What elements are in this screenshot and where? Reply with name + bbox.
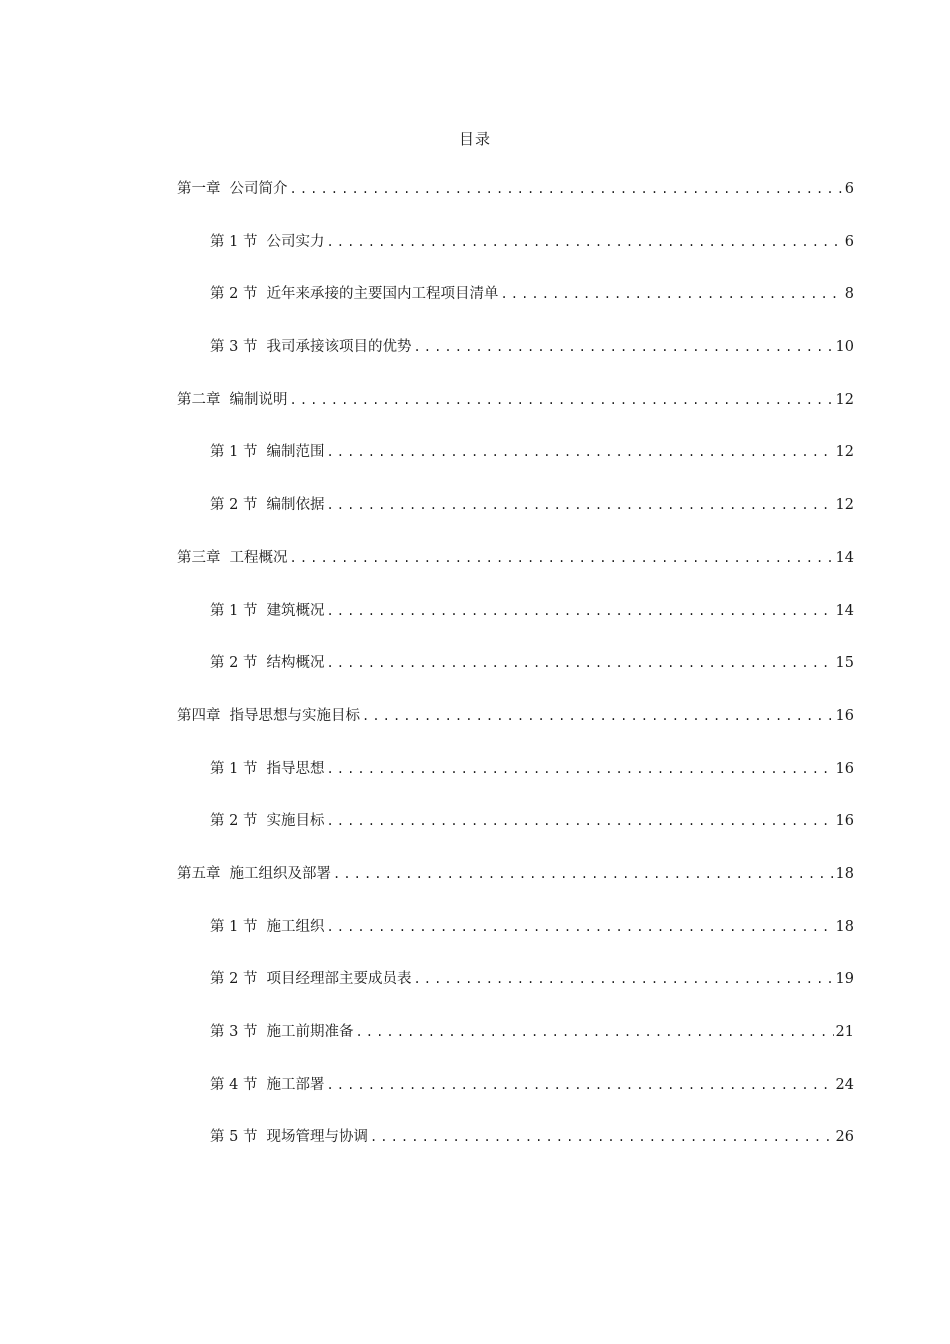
dot-leader [290, 393, 834, 407]
dot-leader [500, 287, 842, 301]
entry-number: 第 2 节 [210, 497, 258, 514]
page-number: 14 [835, 602, 854, 619]
page-number: 14 [835, 549, 854, 566]
toc-entry-section[interactable] [177, 757, 854, 810]
entry-title: 结构概况 [266, 655, 325, 672]
page-number: 6 [844, 181, 854, 197]
page-number: 19 [835, 971, 854, 988]
dot-leader [326, 498, 833, 512]
entry-title: 施工组织 [266, 918, 325, 935]
entry-title: 编制依据 [266, 497, 325, 514]
page-number: 8 [844, 286, 854, 303]
toc-title: 目录 [458, 130, 491, 148]
entry-number: 第 1 节 [210, 444, 258, 461]
entry-title: 施工部署 [266, 1076, 325, 1093]
entry-number: 第 2 节 [210, 286, 258, 303]
page-number: 26 [835, 1129, 854, 1146]
dot-leader [290, 551, 834, 565]
toc-entry-section[interactable] [177, 1073, 854, 1126]
page-number: 12 [835, 497, 854, 514]
toc-entry-section[interactable] [177, 1020, 854, 1073]
dot-leader [326, 445, 833, 459]
dot-leader [362, 709, 834, 723]
entry-title: 编制范围 [266, 444, 325, 461]
entry-title: 近年来承接的主要国内工程项目清单 [266, 286, 499, 303]
toc-entry-section[interactable] [177, 335, 854, 388]
toc-entry-chapter-3[interactable] [177, 546, 854, 599]
entry-title: 项目经理部主要成员表 [266, 971, 412, 988]
toc-entry-chapter-4[interactable] [177, 704, 854, 757]
toc-entry-section[interactable] [177, 599, 854, 652]
entry-number: 第三章 [177, 549, 221, 566]
page-number: 6 [844, 233, 854, 250]
page-number: 16 [835, 813, 854, 830]
page-number: 18 [835, 865, 854, 882]
entry-number: 第 3 节 [210, 1024, 258, 1040]
entry-title: 编制说明 [229, 391, 288, 408]
entry-number: 第 2 节 [210, 813, 258, 830]
page-number: 18 [835, 918, 854, 935]
entry-number: 第 1 节 [210, 760, 258, 777]
dot-leader [413, 972, 833, 986]
toc-entry-section[interactable] [177, 967, 854, 1020]
entry-title: 现场管理与协调 [266, 1129, 368, 1146]
entry-title: 施工组织及部署 [229, 865, 331, 882]
dot-leader [326, 604, 833, 618]
toc-entry-section[interactable] [177, 651, 854, 704]
toc-entry-chapter-5[interactable] [177, 862, 854, 915]
dot-leader [326, 762, 833, 776]
toc-entry-section[interactable] [177, 440, 854, 493]
page-number: 15 [835, 655, 854, 672]
toc-entry-chapter-1[interactable] [177, 177, 854, 230]
entry-number: 第一章 [177, 181, 221, 197]
page-number: 10 [835, 339, 854, 356]
entry-number: 第 2 节 [210, 971, 258, 988]
dot-leader [333, 867, 834, 881]
entry-number: 第 5 节 [210, 1129, 258, 1146]
page-number: 16 [835, 760, 854, 777]
page-number: 12 [835, 391, 854, 408]
toc-entry-section[interactable] [177, 809, 854, 862]
entry-title: 公司实力 [266, 233, 325, 250]
toc-entry-section[interactable] [177, 1125, 854, 1178]
entry-number: 第 1 节 [210, 602, 258, 619]
page-number: 16 [835, 707, 854, 724]
entry-number: 第 1 节 [210, 918, 258, 935]
dot-leader [326, 920, 833, 934]
entry-number: 第二章 [177, 391, 221, 408]
table-of-contents [177, 177, 854, 1178]
toc-entry-section[interactable] [177, 282, 854, 335]
entry-number: 第 3 节 [210, 339, 258, 356]
entry-number: 第 4 节 [210, 1076, 258, 1093]
toc-entry-chapter-2[interactable] [177, 388, 854, 441]
entry-title: 建筑概况 [266, 602, 325, 619]
page-number: 12 [835, 444, 854, 461]
entry-title: 我司承接该项目的优势 [266, 339, 412, 356]
dot-leader [290, 182, 843, 196]
entry-title: 工程概况 [229, 549, 288, 566]
entry-title: 施工前期准备 [266, 1024, 354, 1040]
entry-number: 第五章 [177, 865, 221, 882]
entry-number: 第四章 [177, 707, 221, 724]
entry-number: 第 2 节 [210, 655, 258, 672]
entry-title: 公司简介 [229, 181, 288, 197]
entry-title: 实施目标 [266, 813, 325, 830]
dot-leader [326, 1078, 833, 1092]
dot-leader [326, 235, 842, 249]
entry-title: 指导思想 [266, 760, 325, 777]
dot-leader [326, 814, 833, 828]
dot-leader [355, 1025, 833, 1039]
page-number: 21 [835, 1024, 854, 1040]
entry-title: 指导思想与实施目标 [229, 707, 360, 724]
dot-leader [413, 340, 833, 354]
toc-entry-section[interactable] [177, 230, 854, 283]
toc-entry-section[interactable] [177, 493, 854, 546]
page-number: 24 [835, 1076, 854, 1093]
dot-leader [326, 656, 833, 670]
entry-number: 第 1 节 [210, 233, 258, 250]
dot-leader [370, 1130, 834, 1144]
toc-entry-section[interactable] [177, 915, 854, 968]
